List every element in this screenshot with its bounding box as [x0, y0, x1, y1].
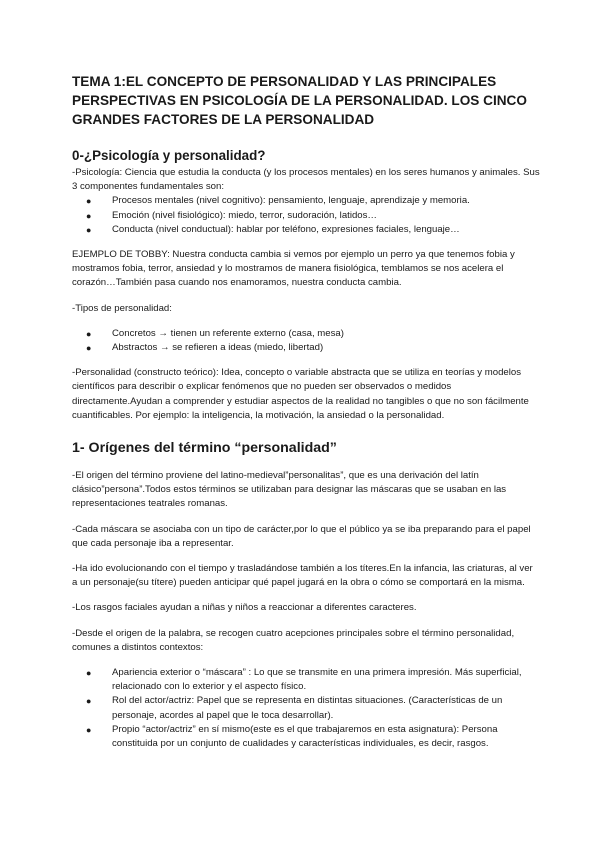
bullet-icon: ●: [86, 224, 92, 235]
paragraph: -Los rasgos faciales ayudan a niñas y niños a reaccionar a diferentes caracteres.: [72, 602, 417, 614]
paragraph: -Cada máscara se asociaba con un tipo de carácter,por lo que el público ya se iba preparando para el papel que cada personaje iba a representar.: [72, 523, 531, 549]
section-1-heading: 1- Orígenes del término “personalidad”: [72, 440, 337, 457]
list-item: ● Procesos mentales (nivel cognitivo): pensamiento, lenguaje, aprendizaje y memoria.: [72, 194, 540, 208]
list-item: ● Rol del actor/actriz: Papel que se representa en distintas situaciones. (Características de un personaje, acordes al papel que le toca desarrollar).: [86, 695, 503, 721]
bullet-icon: ●: [86, 343, 92, 354]
types-intro: -Tipos de personalidad:: [72, 302, 172, 314]
list-item: ● Emoción (nivel fisiológico): miedo, terror, sudoración, latidos…: [72, 209, 540, 223]
paragraph: -Ha ido evolucionando con el tiempo y trasladándose también a los títeres.En la infancia, las criaturas, al ver a un personaje(su títere) pueden anticipar qué papel jugará en la obra o cómo se comportará en la misma.: [72, 563, 533, 589]
list-item: ● Propio “actor/actriz” en sí mismo(este es el que trabajaremos en esta asignatura): Persona constituida por un conjunto de cualidades y características individuales, es decir, rasgos.: [86, 723, 498, 750]
document-page: [72, 72, 540, 751]
types-list: [72, 327, 540, 355]
document-title: TEMA 1:EL CONCEPTO DE PERSONALIDAD Y LAS PRINCIPALES PERSPECTIVAS EN PSICOLOGÍA DE LA PERSONALIDAD. LOS CINCO GRANDES FACTORES DE LA PERSONALIDAD: [72, 74, 527, 127]
list-item: ● Abstractos → se refieren a ideas (miedo, libertad): [72, 341, 540, 355]
section-0-heading: 0-¿Psicología y personalidad?: [72, 148, 266, 163]
paragraph: -Desde el origen de la palabra, se recogen cuatro acepciones principales sobre el término personalidad, comunes a distintos contextos:: [72, 627, 515, 653]
tobby-example: EJEMPLO DE TOBBY: Nuestra conducta cambia si vemos por ejemplo un perro ya que tenemos fobia y mostramos fobia, terror, ansiedad y lo mostramos de manera fisiológica, temblamos se nos acelera el corazón…También pasa cuando nos enamoramos, nuestra conducta cambia.: [72, 249, 515, 289]
components-list: [72, 194, 540, 237]
list-item: ● Conducta (nivel conductual): hablar por teléfono, expresiones faciales, lenguaje…: [72, 223, 540, 237]
bullet-icon: ●: [86, 196, 92, 207]
bullet-icon: ●: [86, 328, 92, 339]
bullet-icon: ●: [86, 210, 92, 221]
bullet-icon: ●: [86, 696, 92, 707]
psychology-definition: -Psicología: Ciencia que estudia la conducta (y los procesos mentales) en los seres humanos y animales. Sus 3 componentes fundamentales son:: [72, 167, 540, 193]
list-item: ● Apariencia exterior o “máscara” : Lo que se transmite en una primera impresión. Más superficial, relacionado con lo exterior y el aspecto físico.: [86, 667, 522, 693]
bullet-icon: ●: [86, 724, 92, 735]
construct-definition: -Personalidad (constructo teórico): Idea, concepto o variable abstracta que se utiliza en teorías y modelos científicos para describir o explicar fenómenos que no pueden ser observados o medidos directamente.Ayudan a comprender y estudiar aspectos de la realidad no tangibles o que no son fácilmente cuantificables. Por ejemplo: la inteligencia, la motivación, la ansiedad o la personalidad.: [72, 367, 529, 421]
bullet-icon: ●: [86, 668, 92, 679]
meanings-list: [72, 666, 540, 751]
list-item: ● Concretos → tienen un referente externo (casa, mesa): [72, 327, 540, 341]
paragraph: -El origen del término proviene del latino-medieval”personalitas”, que es una derivación del latín clásico”persona”.Todos estos términos se utilizaban para designar las máscaras que se usaban en las representaciones teatrales romanas.: [72, 470, 507, 510]
